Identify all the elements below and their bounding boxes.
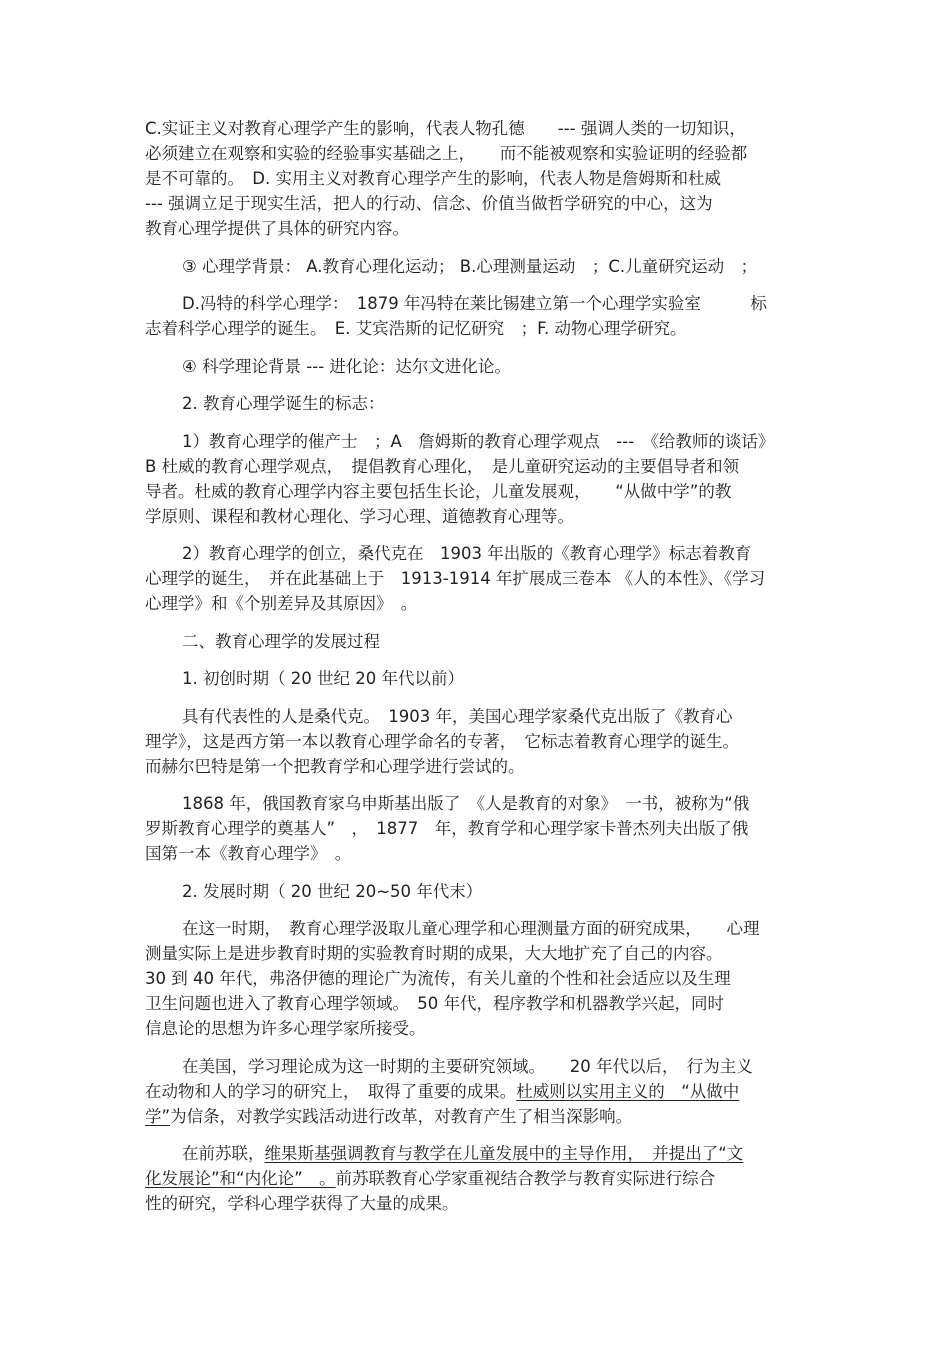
- text-line: 信息论的思想为许多心理学家所接受。: [145, 1019, 426, 1038]
- text-line: ④ 科学理论背景 --- 进化论：达尔文进化论。: [182, 357, 511, 376]
- section-heading: 2. 教育心理学诞生的标志：: [182, 394, 385, 413]
- text-line: 教育心理学提供了具体的研究内容。: [145, 219, 409, 238]
- text-line: --- 强调立足于现实生活，把人的行动、信念、价值当做哲学研究的中心，这为: [145, 194, 713, 213]
- text-line: 理学》，这是西方第一本以教育心理学命名的专著， 它标志着教育心理学的诞生。: [145, 732, 739, 751]
- text-line: 1）教育心理学的催产士 ；A 詹姆斯的教育心理学观点 --- 《给教师的谈话》: [182, 432, 775, 451]
- text-line: D.冯特的科学心理学： 1879 年冯特在莱比锡建立第一个心理学实验室 标: [182, 294, 767, 313]
- underlined-text: 学”: [145, 1107, 171, 1126]
- text-line: 30 到 40 年代，弗洛伊德的理论广为流传，有关儿童的个性和社会适应以及生理: [145, 969, 731, 988]
- text-segment: 为信条，对教学实践活动进行改革，对教育产生了相当深影响。: [170, 1107, 633, 1126]
- text-line: [145, 1168, 715, 1190]
- text-line: [182, 1143, 743, 1165]
- underlined-text: 杜威则以实用主义的 “从做中: [516, 1082, 740, 1101]
- text-line: 心理学》和《个别差异及其原因》 。: [145, 594, 418, 613]
- text-line: 学原则、课程和教材心理化、学习心理、道德教育心理等。: [145, 507, 574, 526]
- text-line: 导者。杜威的教育心理学内容主要包括生长论，儿童发展观， “从做中学”的教: [145, 482, 732, 501]
- text-segment: 在前苏联，: [182, 1144, 265, 1163]
- text-line: 1868 年，俄国教育家乌申斯基出版了 《人是教育的对象》 一书，被称为“俄: [182, 794, 750, 813]
- text-line: B 杜威的教育心理学观点， 提倡教育心理化， 是儿童研究运动的主要倡导者和领: [145, 457, 740, 476]
- section-heading: 二、教育心理学的发展过程: [182, 632, 380, 651]
- text-line: [145, 1081, 739, 1103]
- text-line: C.实证主义对教育心理学产生的影响，代表人物孔德 --- 强调人类的一切知识，: [145, 119, 746, 138]
- text-line: 心理学的诞生， 并在此基础上于 1913-1914 年扩展成三卷本 《人的本性》、《学习: [145, 569, 766, 588]
- text-line: [145, 1106, 632, 1128]
- text-line: 在这一时期， 教育心理学汲取儿童心理学和心理测量方面的研究成果， 心理: [182, 919, 760, 938]
- section-heading: 2. 发展时期（ 20 世纪 20~50 年代末）: [182, 882, 483, 901]
- text-line: 志着科学心理学的诞生。 E. 艾宾浩斯的记忆研究 ；F. 动物心理学研究。: [145, 319, 687, 338]
- text-line: 而赫尔巴特是第一个把教育学和心理学进行尝试的。: [145, 757, 525, 776]
- text-line: 是不可靠的。 D. 实用主义对教育心理学产生的影响，代表人物是詹姆斯和杜威: [145, 169, 721, 188]
- text-line: 在美国，学习理论成为这一时期的主要研究领域。 20 年代以后， 行为主义: [182, 1057, 753, 1076]
- underlined-text: 维果斯基强调教育与教学在儿童发展中的主导作用， 并提出了“文: [264, 1144, 744, 1163]
- text-line: 性的研究，学科心理学获得了大量的成果。: [145, 1194, 459, 1213]
- text-line: 卫生问题也进入了教育心理学领域。 50 年代，程序教学和机器教学兴起，同时: [145, 994, 724, 1013]
- section-heading: 1. 初创时期（ 20 世纪 20 年代以前）: [182, 669, 464, 688]
- text-line: 罗斯教育心理学的奠基人” ， 1877 年，教育学和心理学家卡普杰列夫出版了俄: [145, 819, 749, 838]
- text-line: 国第一本《教育心理学》 。: [145, 844, 352, 863]
- text-segment: 在动物和人的学习的研究上， 取得了重要的成果。: [145, 1082, 517, 1101]
- text-line: 测量实际上是进步教育时期的实验教育时期的成果，大大地扩充了自己的内容。: [145, 944, 723, 963]
- text-line: ③ 心理学背景： A.教育心理化运动； B.心理测量运动 ；C.儿童研究运动 ；: [182, 257, 758, 276]
- text-line: 具有代表性的人是桑代克。 1903 年，美国心理学家桑代克出版了《教育心: [182, 707, 733, 726]
- text-line: 必须建立在观察和实验的经验事实基础之上， 而不能被观察和实验证明的经验都: [145, 144, 748, 163]
- text-line: 2）教育心理学的创立，桑代克在 1903 年出版的《教育心理学》标志着教育: [182, 544, 752, 563]
- text-segment: 前苏联教育心学家重视结合教学与教育实际进行综合: [335, 1169, 716, 1188]
- underlined-text: 化发展论”和“内化论” 。: [145, 1169, 336, 1188]
